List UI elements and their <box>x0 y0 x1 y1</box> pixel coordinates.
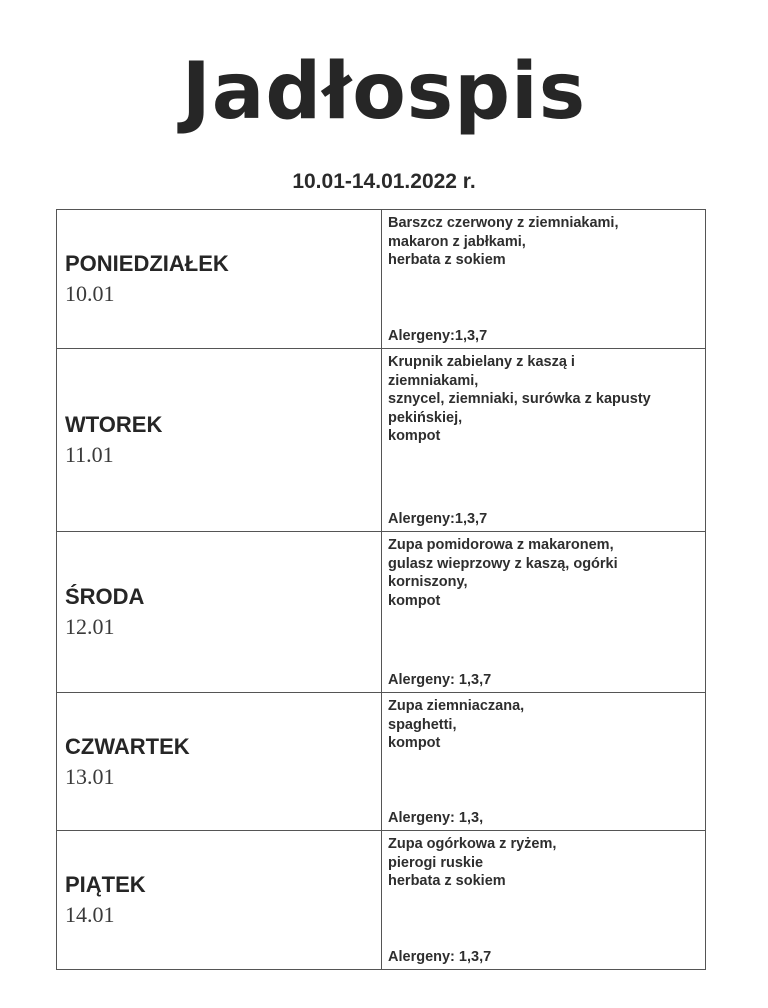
meal-cell <box>382 532 706 693</box>
day-date: 14.01 <box>65 902 115 927</box>
day-date: 13.01 <box>65 763 115 789</box>
day-name: WTOREK <box>65 412 163 437</box>
allergens: Alergeny: 1,3,7 <box>388 949 492 965</box>
menu-row-thursday <box>57 693 706 831</box>
meal-item: makaron z jabłkami, <box>388 233 526 250</box>
meal-item: Zupa ogórkowa z ryżem, <box>388 836 557 852</box>
meal-item: sznycel, ziemniaki, surówka z kapusty <box>388 391 651 407</box>
day-name: PIĄTEK <box>65 872 146 897</box>
day-cell <box>57 349 382 532</box>
day-cell <box>57 693 382 831</box>
menu-row-tuesday <box>57 349 706 532</box>
meal-item: kompot <box>388 592 441 609</box>
allergens: Alergeny: 1,3,7 <box>388 672 492 688</box>
page-title: Jadłospis <box>181 47 587 137</box>
meal-item: kompot <box>388 735 441 751</box>
date-range: 10.01-14.01.2022 r. <box>292 170 476 193</box>
day-name: ŚRODA <box>65 584 145 609</box>
menu-row-wednesday <box>57 532 706 693</box>
allergens: Alergeny: 1,3, <box>388 810 484 826</box>
meal-item: ziemniakami, <box>388 372 479 389</box>
day-name: PONIEDZIAŁEK <box>65 251 229 276</box>
meal-item: herbata z sokiem <box>388 873 506 889</box>
meal-item: Zupa pomidorowa z makaronem, <box>388 537 614 553</box>
meal-item: kompot <box>388 428 441 444</box>
day-cell <box>57 831 382 970</box>
meal-item: herbata z sokiem <box>388 252 506 268</box>
meal-item: Zupa ziemniaczana, <box>388 698 525 714</box>
day-name: CZWARTEK <box>65 733 190 759</box>
day-date: 12.01 <box>65 614 115 639</box>
meal-item: spaghetti, <box>388 716 457 733</box>
meal-cell <box>382 349 706 532</box>
meal-item: pekińskiej, <box>388 409 463 426</box>
meal-item: korniszony, <box>388 574 468 590</box>
day-date: 11.01 <box>65 442 114 467</box>
day-cell <box>57 532 382 693</box>
day-date: 10.01 <box>65 281 115 306</box>
menu-table <box>56 209 706 970</box>
allergens: Alergeny:1,3,7 <box>388 328 488 344</box>
meal-item: Barszcz czerwony z ziemniakami, <box>388 215 619 231</box>
meal-cell <box>382 831 706 970</box>
meal-cell <box>382 693 706 831</box>
menu-row-friday <box>57 831 706 970</box>
meal-item: pierogi ruskie <box>388 854 484 871</box>
meal-cell <box>382 210 706 349</box>
meal-item: Krupnik zabielany z kaszą i <box>388 354 575 370</box>
day-cell <box>57 210 382 349</box>
menu-row-monday <box>57 210 706 349</box>
meal-item: gulasz wieprzowy z kaszą, ogórki <box>388 555 618 572</box>
allergens: Alergeny:1,3,7 <box>388 511 488 527</box>
